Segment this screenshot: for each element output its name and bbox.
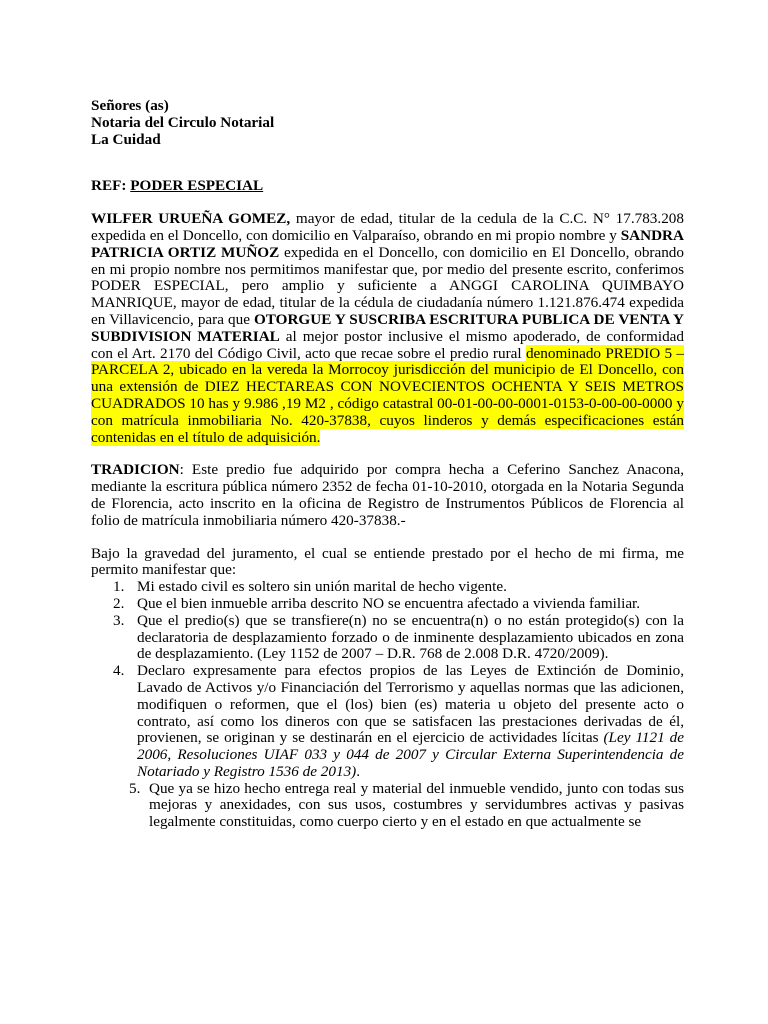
tradicion-text: : Este predio fue adquirido por compra hecha a Ceferino Sanchez Anacona, mediante la escritura pública número 2352 de fecha 01-10-2010, otorgada en la Notaria Segunda de Florencia, acto inscrito en la oficina de Registro de Instrumentos Públicos de Florencia al folio de matrícula inmobiliaria número 420-37838.- [91, 461, 684, 529]
intro-text: expedida en el Doncello, con domicilio en El Doncello, obrando en mi propio nombre nos permitimos manifestar que, por medio del presente escrito, conferimos PODER ESPECIAL, pero amplio y suficiente a ANGGI CAROLINA QUIMBAYO MANRIQUE, mayor de edad, titular de la cédula de ciudadanía número 1.121.876.474 expedida en Villavicencio, para que [91, 243, 684, 328]
document-body [91, 98, 684, 831]
intro-text: al mejor postor inclusive el mismo apoderado, de conformidad con el Art. 2170 del Código Civil, acto que recae sobre el predio rural [91, 327, 684, 362]
list-item [91, 613, 684, 663]
reference-label: REF: [91, 177, 127, 195]
list-item [91, 663, 684, 781]
list-item-text: Que el bien inmueble arriba descrito NO se encuentra afectado a vivienda familiar. [137, 594, 641, 612]
list-item-number: 4. [113, 662, 125, 680]
list-item-number: 5. [129, 779, 141, 797]
reference-title: PODER ESPECIAL [130, 177, 264, 195]
list-item-text: Que ya se hizo hecho entrega real y material del inmueble vendido, junto con todas sus mejoras y anexidades, con sus usos, costumbres y servidumbres activas y pasivas legalmente constituidas, como cuerpo cierto y en el estado en que actualmente se [149, 779, 684, 831]
reference-line [91, 178, 684, 195]
list-item-text: Declaro expresamente para efectos propios de las Leyes de Extinción de Dominio, Lavado de Activos y/o Financiación del Terrorismo y aquellas normas que las adicionen, modifiquen o reformen, que el (los) bien (es) materia u objeto del presente acto o contrato, así como los dineros con que se satisfacen las prestaciones derivadas de él, provienen, se originan y se destinarán en el ejercicio de actividades lícitas [137, 662, 684, 747]
highlighted-property-description: denominado PREDIO 5 – PARCELA 2, ubicado en la vereda la Morrocoy jurisdicción del municipio de El Doncello, con una extensión de DIEZ HECTAREAS CON NOVECIENTOS OCHENTA Y SEIS METROS CUADRADOS 10 has y 9.986 ,19 M2 , código catastral 00-01-00-00-0001-0153-0-00-00-0000 y con matrícula inmobiliaria No. 420-37838, cuyos linderos y demás especificaciones están contenidas en el título de adquisición. [91, 344, 684, 446]
oath-paragraph: Bajo la gravedad del juramento, el cual se entiende prestado por el hecho de mi firma, me permito manifestar que: [91, 544, 684, 579]
list-item [91, 579, 684, 596]
power-action: OTORGUE Y SUSCRIBA ESCRITURA PUBLICA DE VENTA Y SUBDIVISION MATERIAL [91, 310, 684, 345]
declarations-list [91, 579, 684, 831]
legal-citation: (Ley 1121 de 2006, Resoluciones UIAF 033 y 044 de 2007 y Circular Externa Superintendencia de Notariado y Registro 1536 de 2013) [137, 729, 684, 780]
addressee-line: La Cuidad [91, 130, 161, 148]
list-item-tail: . [356, 762, 361, 780]
list-item-text: Que el predio(s) que se transfiere(n) no se encuentra(n) o no están protegido(s) con la declaratoria de desplazamiento forzado o de inminente desplazamiento ubicados en zona de desplazamiento. (Ley 1152 de 2007 – D.R. 768 de 2.008 D.R. 4720/2009). [137, 611, 684, 663]
list-item [91, 596, 684, 613]
intro-paragraph [91, 211, 684, 446]
grantor-name: WILFER URUEÑA GOMEZ, [91, 210, 291, 228]
list-item-number: 1. [113, 578, 125, 596]
list-item [91, 781, 684, 831]
addressee-line: Notaria del Circulo Notarial [91, 113, 275, 131]
intro-text: mayor de edad, titular de la cedula de la C.C. N° 17.783.208 expedida en el Doncello, con domicilio en Valparaíso, obrando en mi propio nombre y [91, 210, 684, 244]
list-item-number: 2. [113, 594, 125, 612]
addressee-line: Señores (as) [91, 97, 169, 114]
tradicion-paragraph [91, 462, 684, 529]
tradicion-label: TRADICION [91, 461, 180, 479]
addressee-block [91, 98, 684, 148]
list-item-text: Mi estado civil es soltero sin unión marital de hecho vigente. [137, 578, 507, 596]
list-item-number: 3. [113, 611, 125, 629]
grantor-name: SANDRA PATRICIA ORTIZ MUÑOZ [91, 226, 684, 261]
